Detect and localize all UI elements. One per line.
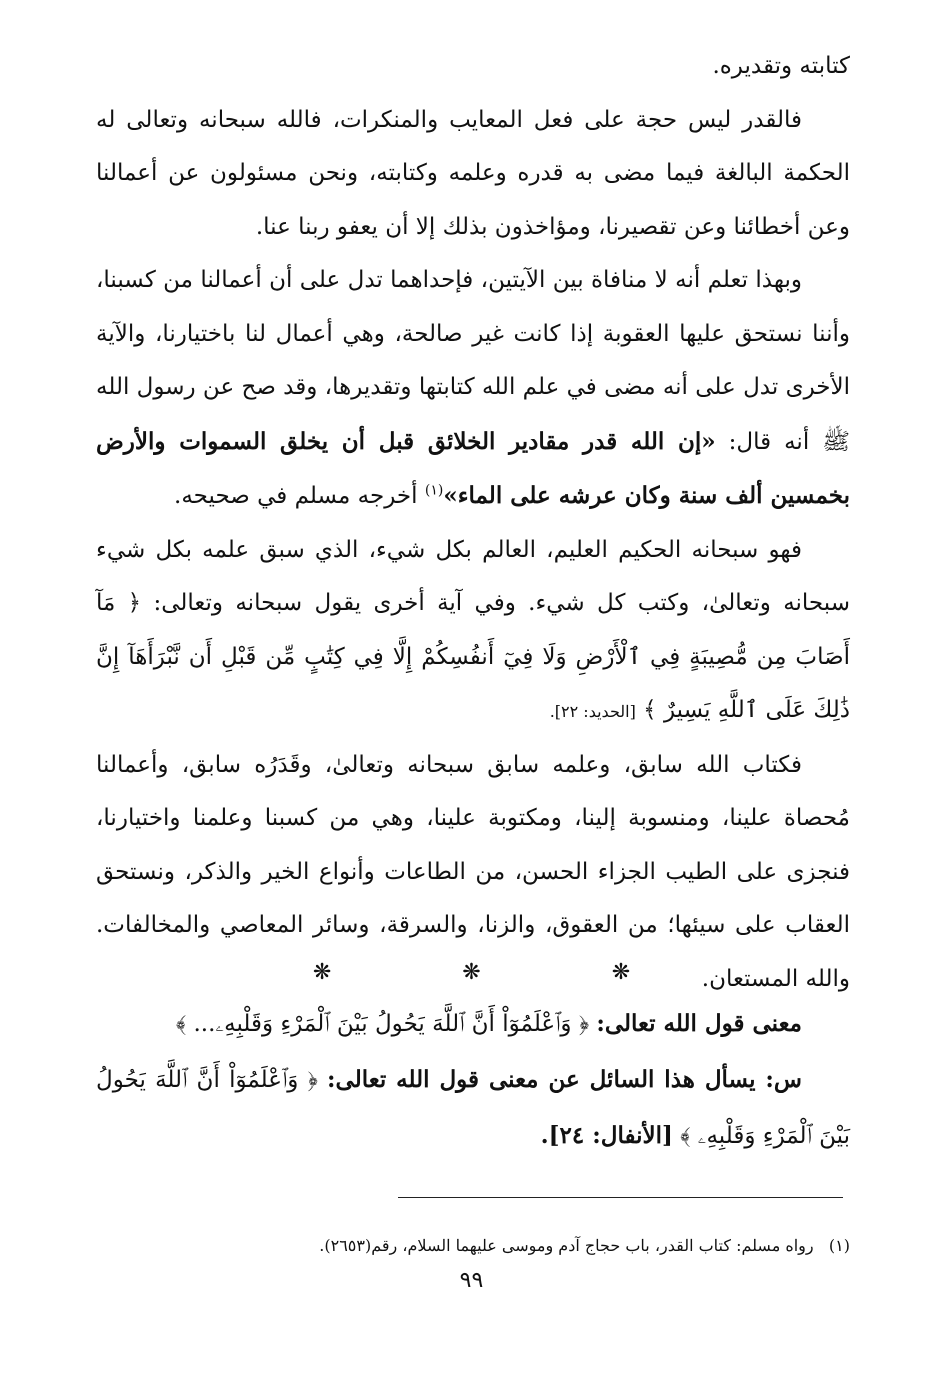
page-number: ٩٩ (459, 1268, 484, 1293)
footnote-marker[interactable]: (١) (424, 482, 444, 499)
paragraph-2 (96, 254, 850, 524)
section-heading-label: معنى قول الله تعالى: (596, 1010, 802, 1037)
footnote-text: رواه مسلم: كتاب القدر، باب حجاج آدم وموسى عليهما السلام، رقم(٢٦٥٣). (319, 1236, 814, 1255)
question-reference: [الأنفال: ٢٤]. (540, 1122, 673, 1149)
paragraph-3-start: فهو سبحانه الحكيم العليم، العالم بكل شيء، الذي سبق علمه بكل شيء سبحانه وتعالىٰ، وكتب كل شيء. وفي آية أخرى يقول سبحانه وتعالى: (96, 536, 850, 616)
section-heading (96, 996, 850, 1052)
section-heading-verse: ﴿ وَٱعْلَمُوٓاْ أَنَّ ٱللَّهَ يَحُولُ بَيْنَ ٱلْمَرْءِ وَقَلْبِهِۦ... ﴾ (175, 1011, 590, 1037)
verse-reference-hadid: [الحديد: ٢٢]. (549, 702, 636, 721)
section-separator: ❋ ❋ ❋ (312, 960, 693, 985)
quran-verse-hadid: ﴿ مَآ أَصَابَ مِن مُّصِيبَةٍ فِي ٱلْأَرْضِ وَلَا فِيٓ أَنفُسِكُمْ إِلَّا فِي كِتَٰبٍ مِّن قَبْلِ أَن نَّبْرَأَهَآ إِنَّ ذَٰلِكَ عَلَى ٱللَّهِ يَسِيرٌ ﴾ (96, 590, 850, 723)
question (96, 1052, 850, 1164)
paragraph-2-start: وبهذا تعلم أنه لا منافاة بين الآيتين، فإحداهما تدل على أن أعمالنا من كسبنا، وأننا نستحق عليها العقوبة إذا كانت غير صالحة، وهي أعمال لنا باختيارنا، والآية الأخرى تدل على أنه مضى في علم الله كتابتها وتقديرها، وقد صح عن رسول الله ﷺ أنه قال: (96, 267, 850, 455)
main-text (96, 40, 850, 1006)
footnote (96, 1232, 850, 1260)
footnote-divider (398, 1197, 843, 1198)
paragraph-4: فكتاب الله سابق، وعلمه سابق سبحانه وتعالىٰ، وقَدَرُه سابق، وأعمالنا مُحصاة علينا، ومنسوبة إلينا، ومكتوبة علينا، وهي من كسبنا وعلمنا واختيارنا، فنجزى على الطيب الجزاء الحسن، من الطاعات وأنواع الخير والذكر، ونستحق العقاب على سيئها؛ من العقوق، والزنا، والسرقة، وسائر المعاصي والمخالفات. والله المستعان. (96, 751, 850, 992)
question-label: س: يسأل هذا السائل عن معنى قول الله تعالى: (327, 1066, 802, 1093)
intro-line: كتابته وتقديره. (712, 53, 850, 79)
footnote-number: (١) (828, 1236, 850, 1255)
paragraph-3 (96, 524, 850, 739)
paragraph-1: فالقدر ليس حجة على فعل المعايب والمنكرات، فالله سبحانه وتعالى له الحكمة البالغة فيما مضى به قدره وعلمه وكتابته، ونحن مسئولون عن أعمالنا وعن أخطائنا وعن تقصيرنا، ومؤاخذون بذلك إلا أن يعفو ربنا عنا. (96, 106, 850, 240)
question-verse: ﴿ وَٱعْلَمُوٓاْ أَنَّ ٱللَّهَ يَحُولُ بَيْنَ ٱلْمَرْءِ وَقَلْبِهِۦ ﴾ (96, 1067, 850, 1149)
question-section (96, 996, 850, 1164)
paragraph-2-end: أخرجه مسلم في صحيحه. (174, 483, 418, 509)
hadith-quote: «إن الله قدر مقادير الخلائق قبل أن يخلق السموات والأرض بخمسين ألف سنة وكان عرشه على الماء» (96, 427, 850, 509)
